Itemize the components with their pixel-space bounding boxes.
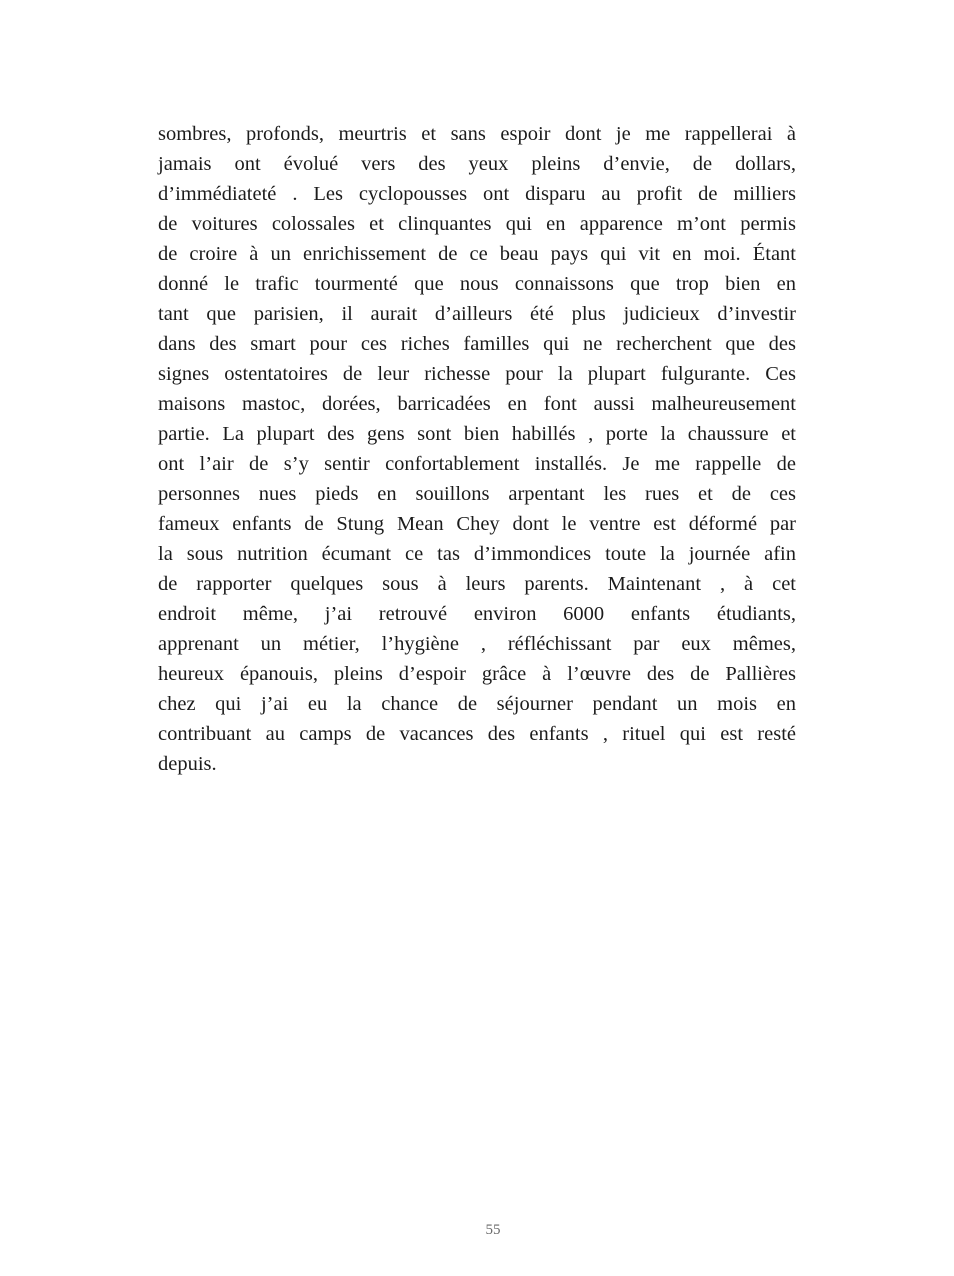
text-line: personnes nues pieds en souillons arpentant les rues et de ces <box>158 483 796 505</box>
text-line: chez qui j’ai eu la chance de séjourner pendant un mois en <box>158 693 796 715</box>
body-paragraph <box>158 119 796 779</box>
text-line: de rapporter quelques sous à leurs parents. Maintenant , à cet <box>158 573 796 595</box>
text-line: de voitures colossales et clinquantes qui en apparence m’ont permis <box>158 213 796 235</box>
text-line: partie. La plupart des gens sont bien habillés , porte la chaussure et <box>158 423 796 445</box>
text-line: la sous nutrition écumant ce tas d’immondices toute la journée afin <box>158 543 796 565</box>
text-line: fameux enfants de Stung Mean Chey dont le ventre est déformé par <box>158 513 796 535</box>
text-line: depuis. <box>158 753 217 775</box>
text-line: donné le trafic tourmenté que nous connaissons que trop bien en <box>158 273 796 295</box>
text-line: signes ostentatoires de leur richesse pour la plupart fulgurante. Ces <box>158 363 796 385</box>
text-line: maisons mastoc, dorées, barricadées en font aussi malheureusement <box>158 393 796 415</box>
text-line: dans des smart pour ces riches familles qui ne recherchent que des <box>158 333 796 355</box>
text-line: jamais ont évolué vers des yeux pleins d’envie, de dollars, <box>158 153 796 175</box>
text-line: apprenant un métier, l’hygiène , réfléchissant par eux mêmes, <box>158 633 796 655</box>
text-line: tant que parisien, il aurait d’ailleurs été plus judicieux d’investir <box>158 303 796 325</box>
text-line: heureux épanouis, pleins d’espoir grâce à l’œuvre des de Pallières <box>158 663 796 685</box>
page-number: 55 <box>485 1222 501 1238</box>
text-line: de croire à un enrichissement de ce beau pays qui vit en moi. Étant <box>158 243 796 265</box>
text-line: contribuant au camps de vacances des enfants , rituel qui est resté <box>158 723 796 745</box>
text-line: d’immédiateté . Les cyclopousses ont disparu au profit de milliers <box>158 183 796 205</box>
text-line: ont l’air de s’y sentir confortablement installés. Je me rappelle de <box>158 453 796 475</box>
text-line: sombres, profonds, meurtris et sans espoir dont je me rappellerai à <box>158 123 796 145</box>
text-line: endroit même, j’ai retrouvé environ 6000 enfants étudiants, <box>158 603 796 625</box>
